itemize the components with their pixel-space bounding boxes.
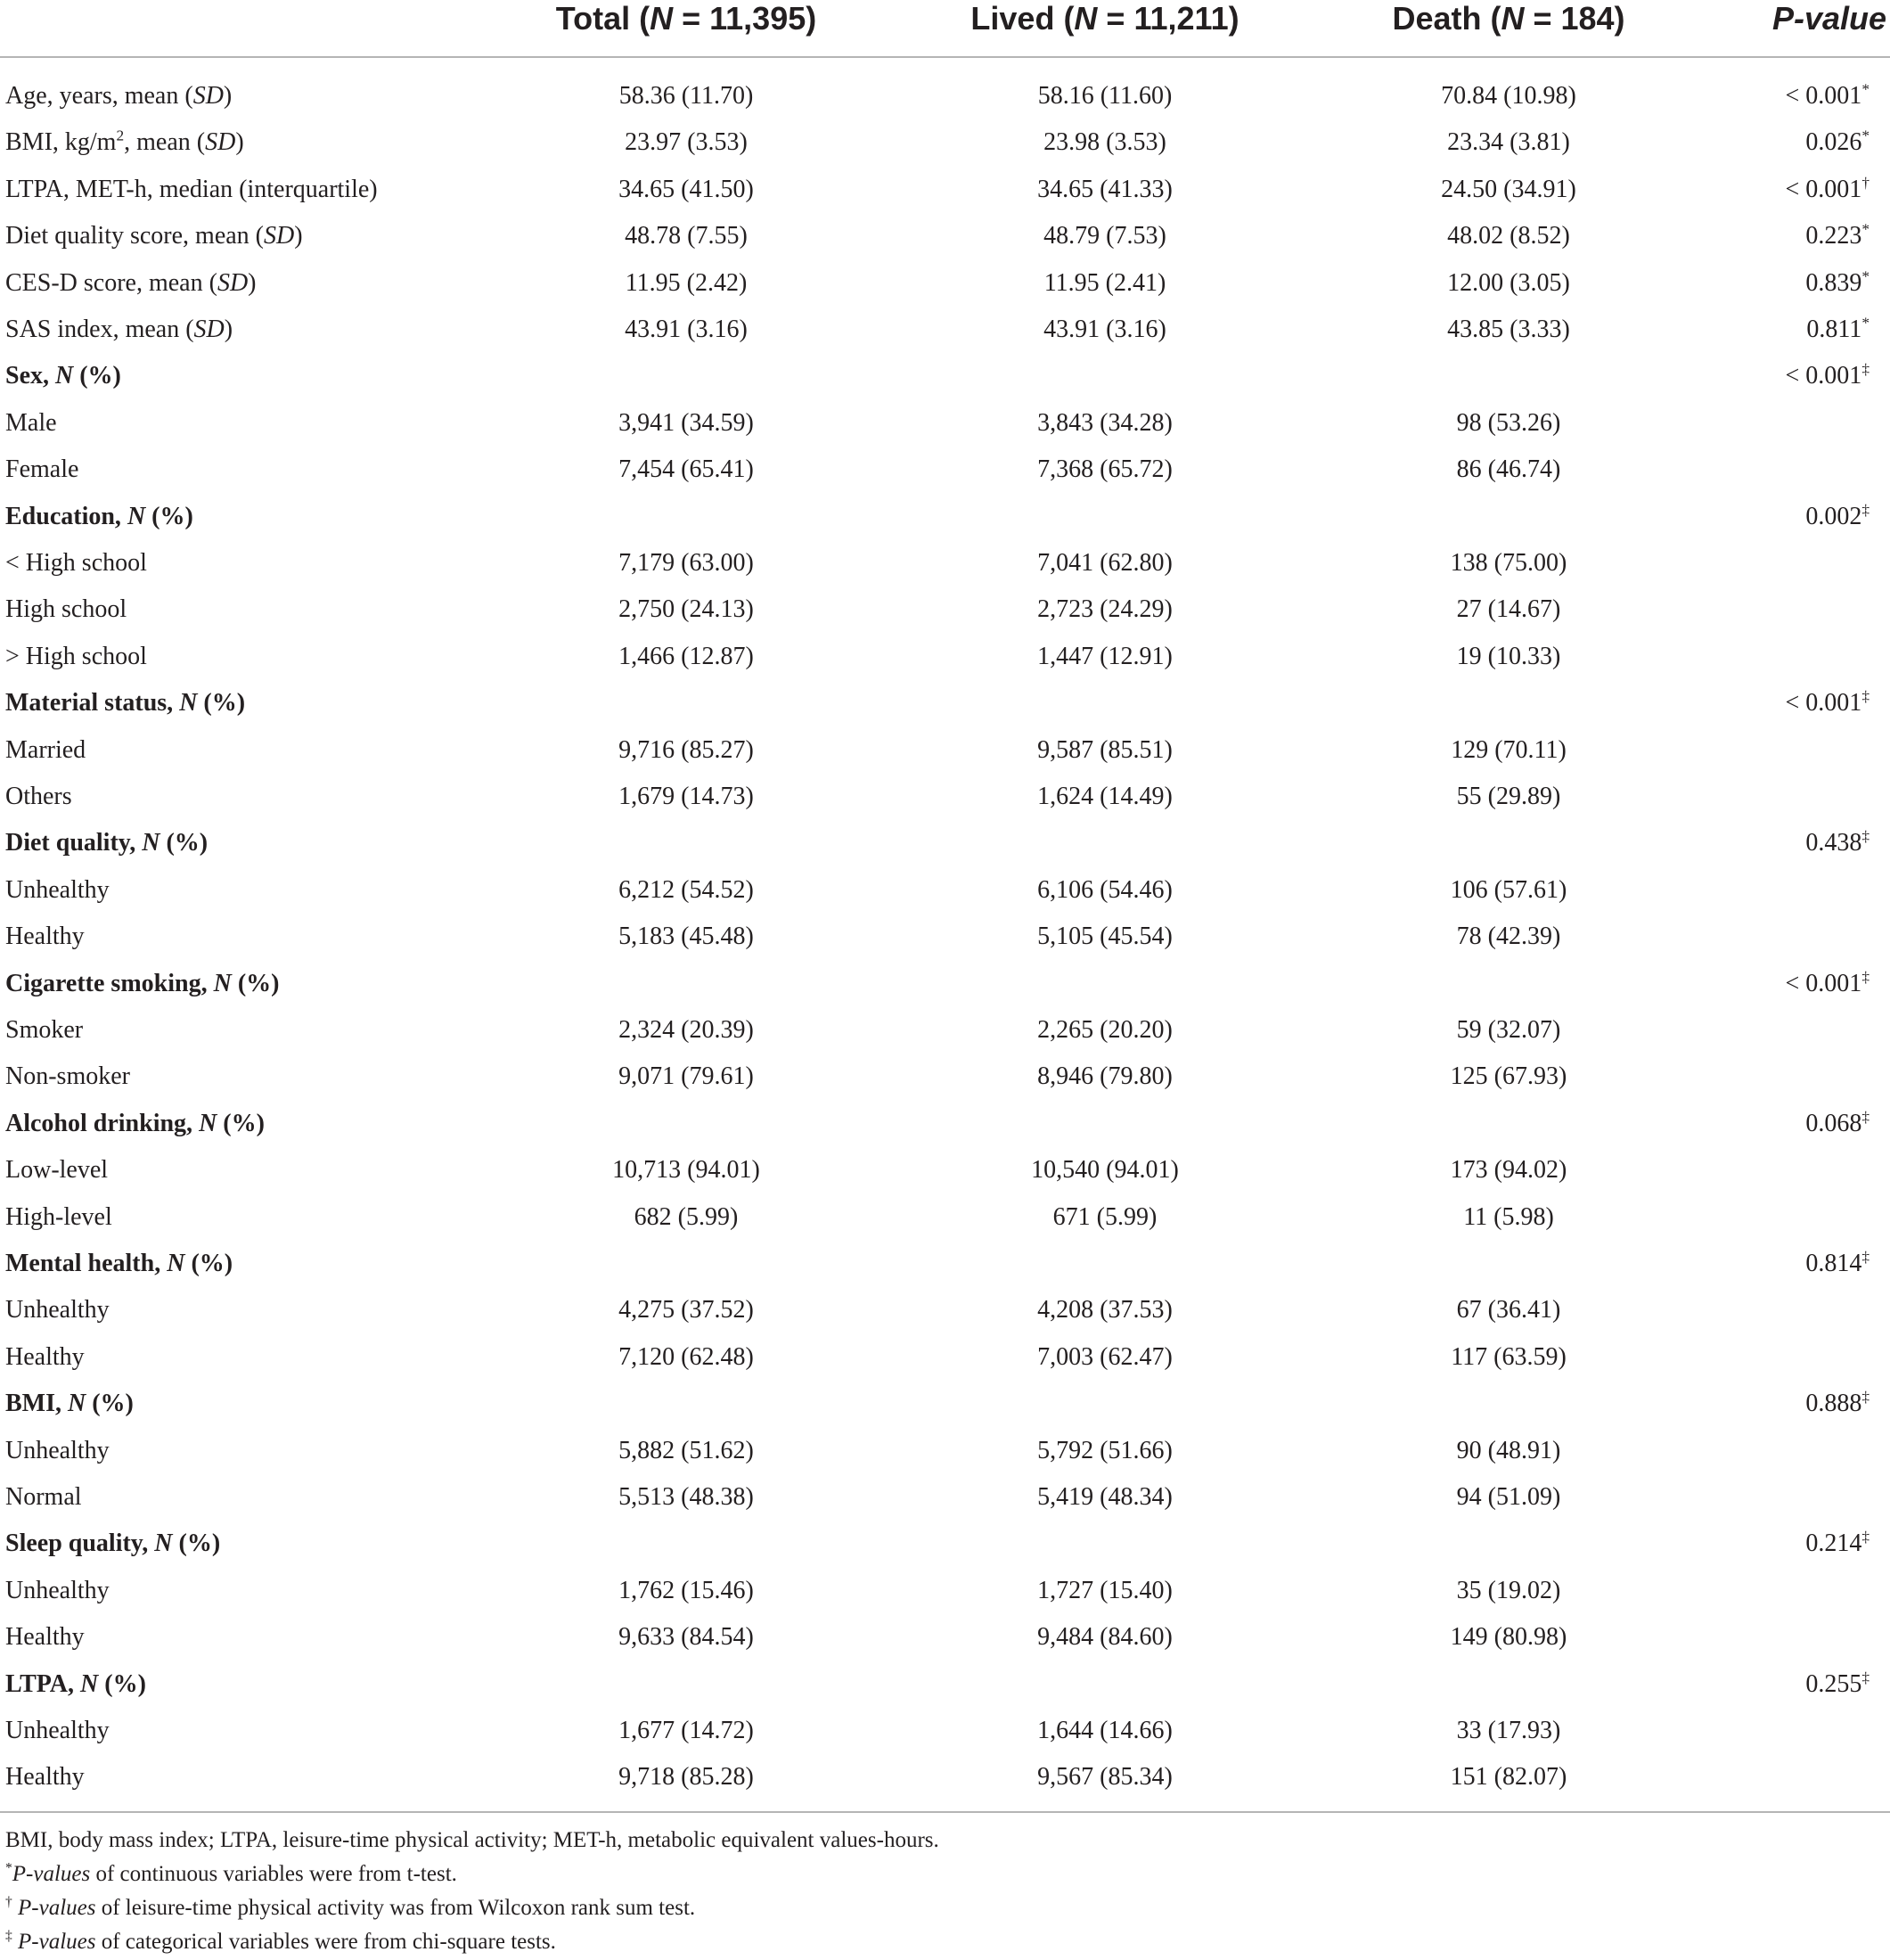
table-row [0, 1474, 1890, 1521]
table-group-row [0, 494, 1890, 540]
table-group-row [0, 1381, 1890, 1427]
cell-death: 48.02 (8.52) [1447, 222, 1570, 250]
row-label: Normal [5, 1483, 82, 1511]
row-label: BMI, N (%) [5, 1390, 134, 1418]
row-label: Others [5, 783, 72, 810]
row-label: Material status, N (%) [5, 689, 246, 718]
cell-death: 138 (75.00) [1450, 549, 1567, 577]
cell-total: 1,679 (14.73) [618, 783, 754, 810]
cell-total: 2,324 (20.39) [618, 1016, 754, 1044]
table-row [0, 1054, 1890, 1100]
cell-death: 67 (36.41) [1456, 1296, 1561, 1324]
cell-death: 149 (80.98) [1450, 1623, 1567, 1652]
row-label: Sex, N (%) [5, 362, 121, 390]
cell-pvalue: 0.814‡ [1805, 1248, 1870, 1277]
cell-pvalue: < 0.001† [1785, 174, 1870, 203]
cell-pvalue: < 0.001* [1785, 80, 1870, 110]
table-row [0, 1287, 1890, 1333]
cell-pvalue: 0.026* [1805, 127, 1870, 157]
row-label: Male [5, 408, 57, 437]
cell-total: 7,120 (62.48) [618, 1342, 754, 1371]
cell-lived: 11.95 (2.41) [1043, 268, 1166, 297]
row-label: Female [5, 455, 79, 484]
row-label: Sleep quality, N (%) [5, 1529, 221, 1558]
cell-death: 12.00 (3.05) [1447, 268, 1570, 297]
cell-total: 4,275 (37.52) [618, 1296, 754, 1324]
row-label: Cigarette smoking, N (%) [5, 969, 280, 997]
row-label: SAS index, mean (SD) [5, 316, 233, 343]
cell-pvalue: < 0.001‡ [1785, 687, 1870, 718]
cell-total: 10,713 (94.01) [612, 1156, 760, 1185]
cell-lived: 6,106 (54.46) [1037, 875, 1173, 904]
row-label: High-level [5, 1202, 112, 1231]
cell-death: 23.34 (3.81) [1447, 128, 1570, 157]
cell-lived: 1,447 (12.91) [1037, 642, 1173, 670]
cell-total: 58.36 (11.70) [618, 82, 754, 110]
cell-total: 9,718 (85.28) [618, 1763, 754, 1792]
table-group-row [0, 1241, 1890, 1287]
cell-lived: 1,727 (15.40) [1037, 1576, 1173, 1604]
row-label: BMI, $kg/m^2$, mean (SD) [5, 127, 244, 157]
cell-total: 11.95 (2.42) [625, 268, 748, 297]
table-row [0, 1147, 1890, 1193]
row-label: Unhealthy [5, 1296, 110, 1324]
table-header [0, 0, 1890, 55]
cell-total: 43.91 (3.16) [625, 316, 748, 343]
cell-pvalue: < 0.001‡ [1785, 360, 1870, 390]
table-row [0, 727, 1890, 774]
row-label: Low-level [5, 1156, 109, 1185]
cell-lived: 3,843 (34.28) [1037, 408, 1173, 437]
cell-total: 9,716 (85.27) [618, 735, 754, 764]
cell-lived: 23.98 (3.53) [1043, 128, 1166, 157]
row-label: Unhealthy [5, 1717, 110, 1744]
table-row [0, 400, 1890, 447]
cell-pvalue: 0.888‡ [1805, 1388, 1870, 1418]
cell-pvalue: 0.002‡ [1805, 501, 1870, 530]
table-row [0, 1194, 1890, 1241]
cell-total: 9,633 (84.54) [618, 1623, 754, 1652]
row-label: Mental health, N (%) [5, 1250, 233, 1277]
cell-death: 27 (14.67) [1456, 595, 1561, 624]
cell-death: 59 (32.07) [1456, 1016, 1561, 1044]
cell-death: 173 (94.02) [1450, 1156, 1567, 1185]
cell-lived: 1,624 (14.49) [1037, 783, 1173, 810]
cell-lived: 1,644 (14.66) [1037, 1717, 1173, 1744]
table-row [0, 1007, 1890, 1054]
cell-lived: 48.79 (7.53) [1043, 222, 1166, 250]
cell-lived: 7,041 (62.80) [1037, 549, 1173, 577]
cell-total: 1,762 (15.46) [618, 1576, 754, 1604]
table-row [0, 1614, 1890, 1661]
cell-total: 3,941 (34.59) [618, 408, 754, 437]
cell-death: 106 (57.61) [1450, 875, 1567, 904]
cell-pvalue: 0.214‡ [1805, 1528, 1870, 1558]
cell-lived: 34.65 (41.33) [1037, 175, 1173, 203]
table-row [0, 634, 1890, 680]
row-label: > High school [5, 642, 147, 670]
row-label: Non-smoker [5, 1062, 130, 1091]
cell-total: 1,466 (12.87) [618, 642, 754, 670]
cell-pvalue: 0.223* [1805, 220, 1870, 250]
row-label: Unhealthy [5, 875, 110, 904]
row-label: Diet quality, N (%) [5, 829, 209, 857]
cell-pvalue: 0.068‡ [1805, 1108, 1870, 1137]
row-label: LTPA, N (%) [5, 1669, 146, 1698]
cell-lived: 10,540 (94.01) [1031, 1156, 1179, 1185]
row-label: Healthy [5, 1763, 85, 1792]
table-row [0, 260, 1890, 307]
cell-death: 24.50 (34.91) [1441, 175, 1576, 203]
table-row [0, 867, 1890, 914]
table-row [0, 540, 1890, 586]
header-total: Total (N = 11,395) [555, 0, 817, 37]
cell-death: 129 (70.11) [1451, 735, 1567, 764]
row-label: Married [5, 735, 86, 764]
footnote-wilcoxon: † P-values of leisure-time physical activity was from Wilcoxon rank sum test. [5, 1894, 696, 1920]
top-rule [0, 56, 1890, 58]
row-label: Alcohol drinking, N (%) [5, 1109, 265, 1137]
cell-death: 70.84 (10.98) [1441, 82, 1576, 110]
row-label: Healthy [5, 1342, 85, 1371]
row-label: Healthy [5, 923, 85, 951]
table-group-row [0, 820, 1890, 866]
footnote-abbreviations: BMI, body mass index; LTPA, leisure-time physical activity; MET-h, metabolic equivalent values-hours. [5, 1828, 939, 1852]
cell-pvalue: 0.438‡ [1805, 827, 1870, 857]
cell-total: 2,750 (24.13) [618, 595, 754, 624]
row-label: Diet quality score, mean (SD) [5, 222, 303, 250]
table-row [0, 447, 1890, 493]
cell-pvalue: 0.811* [1806, 314, 1870, 343]
table-group-row [0, 1101, 1890, 1147]
table-group-row [0, 961, 1890, 1007]
table-row [0, 1754, 1890, 1800]
cell-pvalue: 0.839* [1805, 267, 1870, 297]
table-row [0, 586, 1890, 633]
cell-lived: 9,484 (84.60) [1037, 1623, 1173, 1652]
cell-death: 55 (29.89) [1456, 783, 1561, 810]
cell-lived: 4,208 (37.53) [1037, 1296, 1173, 1324]
row-label: < High school [5, 549, 147, 577]
cell-death: 98 (53.26) [1456, 408, 1561, 437]
footnote-ttest: *P-values of continuous variables were from t-test. [5, 1860, 457, 1886]
cell-lived: 7,003 (62.47) [1037, 1342, 1173, 1371]
cell-death: 33 (17.93) [1456, 1717, 1561, 1744]
cell-lived: 7,368 (65.72) [1037, 455, 1173, 484]
cell-total: 48.78 (7.55) [625, 222, 748, 250]
cell-pvalue: < 0.001‡ [1785, 968, 1870, 997]
table-group-row [0, 353, 1890, 399]
cell-total: 23.97 (3.53) [625, 128, 748, 157]
row-label: Age, years, mean (SD) [5, 82, 233, 110]
row-label: Unhealthy [5, 1576, 110, 1604]
cell-lived: 671 (5.99) [1052, 1202, 1158, 1231]
table-row [0, 167, 1890, 213]
cell-total: 5,882 (51.62) [618, 1436, 754, 1464]
cell-total: 9,071 (79.61) [618, 1062, 754, 1091]
cell-total: 5,513 (48.38) [618, 1483, 754, 1511]
row-label: Unhealthy [5, 1436, 110, 1464]
cell-death: 94 (51.09) [1456, 1483, 1561, 1511]
table-row [0, 1428, 1890, 1474]
table-row [0, 73, 1890, 119]
cell-total: 6,212 (54.52) [618, 875, 754, 904]
cell-lived: 9,587 (85.51) [1037, 735, 1173, 764]
cell-lived: 2,265 (20.20) [1037, 1016, 1173, 1044]
cell-total: 5,183 (45.48) [618, 923, 754, 951]
table-row [0, 1568, 1890, 1614]
footnote-chisquare: ‡ P-values of categorical variables were from chi-square tests. [5, 1928, 556, 1954]
cell-lived: 2,723 (24.29) [1037, 595, 1173, 624]
table-row [0, 774, 1890, 820]
cell-death: 35 (19.02) [1456, 1576, 1561, 1604]
cell-total: 34.65 (41.50) [618, 175, 754, 203]
table-row [0, 119, 1890, 166]
row-label: LTPA, MET-h, median (interquartile) [5, 175, 378, 203]
cell-lived: 58.16 (11.60) [1037, 82, 1173, 110]
header-lived: Lived (N = 11,211) [970, 0, 1240, 37]
cell-total: 1,677 (14.72) [618, 1717, 754, 1744]
cell-death: 19 (10.33) [1456, 642, 1561, 670]
cell-lived: 5,105 (45.54) [1037, 923, 1173, 951]
table-group-row [0, 1521, 1890, 1567]
table-row [0, 1708, 1890, 1754]
cell-lived: 43.91 (3.16) [1043, 316, 1166, 343]
header-death: Death (N = 184) [1392, 0, 1625, 37]
cell-death: 43.85 (3.33) [1447, 316, 1570, 343]
cell-death: 86 (46.74) [1456, 455, 1561, 484]
cell-death: 90 (48.91) [1456, 1436, 1561, 1464]
cell-total: 7,179 (63.00) [618, 549, 754, 577]
table-row [0, 914, 1890, 960]
cell-death: 125 (67.93) [1450, 1062, 1567, 1091]
table-row [0, 213, 1890, 259]
bottom-rule [0, 1811, 1890, 1813]
cell-pvalue: 0.255‡ [1805, 1669, 1870, 1698]
row-label: High school [5, 595, 127, 624]
cell-lived: 9,567 (85.34) [1037, 1763, 1173, 1792]
cell-death: 11 (5.98) [1463, 1202, 1554, 1231]
table-row [0, 1334, 1890, 1381]
cell-total: 682 (5.99) [634, 1202, 739, 1231]
table-group-row [0, 1661, 1890, 1708]
cell-lived: 8,946 (79.80) [1037, 1062, 1173, 1091]
header-pvalue: P-value [1771, 0, 1886, 37]
row-label: Smoker [5, 1016, 84, 1044]
cell-death: 78 (42.39) [1456, 923, 1561, 951]
row-label: Education, N (%) [5, 502, 193, 530]
cell-death: 117 (63.59) [1451, 1342, 1567, 1371]
cell-total: 7,454 (65.41) [618, 455, 754, 484]
row-label: CES-D score, mean (SD) [5, 268, 257, 297]
cell-lived: 5,792 (51.66) [1037, 1436, 1173, 1464]
table-row [0, 307, 1890, 353]
cell-death: 151 (82.07) [1450, 1763, 1567, 1792]
table-group-row [0, 680, 1890, 726]
cell-lived: 5,419 (48.34) [1037, 1483, 1173, 1511]
row-label: Healthy [5, 1623, 85, 1652]
